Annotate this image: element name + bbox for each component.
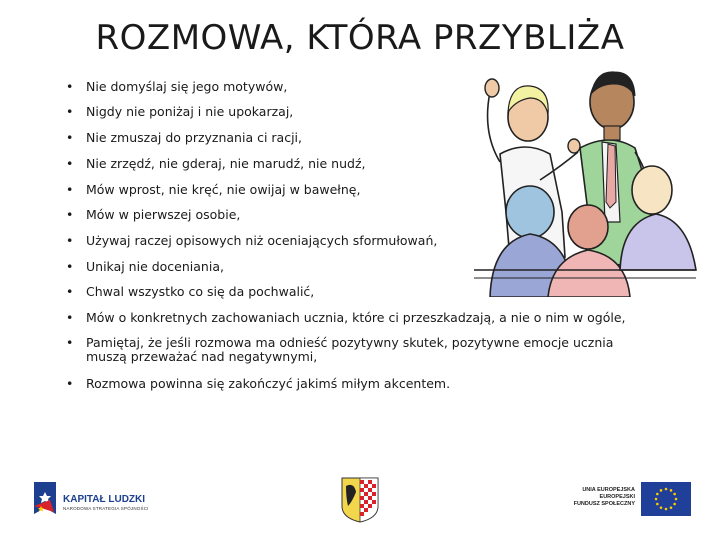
bullet-icon: • bbox=[66, 156, 74, 171]
bullet-text: Chwal wszystko co się da pochwalić, bbox=[86, 284, 315, 299]
kapital-ludzki-subtitle: NARODOWA STRATEGIA SPÓJNOŚCI bbox=[63, 506, 149, 511]
list-item bbox=[66, 80, 287, 94]
bullet-text: Pamiętaj, że jeśli rozmowa ma odnieść pozytywny skutek, pozytywne emocje ucznia muszą przeważać nad negatywnymi, bbox=[86, 335, 614, 364]
list-item bbox=[66, 105, 293, 119]
bullet-text: Nigdy nie poniżaj i nie upokarzaj, bbox=[86, 104, 294, 119]
list-item bbox=[66, 311, 686, 325]
bullet-text: Unikaj nie doceniania, bbox=[86, 259, 224, 274]
bullet-icon: • bbox=[66, 207, 74, 222]
eu-star bbox=[665, 488, 668, 491]
eu-star bbox=[673, 503, 676, 506]
eu-star bbox=[656, 493, 659, 496]
eu-text-line2: EUROPEJSKI bbox=[599, 494, 635, 500]
eu-star bbox=[655, 498, 658, 501]
bullet-text: Rozmowa powinna się zakończyć jakimś miłym akcentem. bbox=[86, 376, 451, 391]
bullet-text: Mów o konkretnych zachowaniach ucznia, które ci przeszkadzają, a nie o nim w ogóle, bbox=[86, 310, 626, 325]
eu-star bbox=[660, 506, 663, 509]
bullet-icon: • bbox=[66, 259, 74, 274]
bullet-icon: • bbox=[66, 182, 74, 197]
list-item bbox=[66, 285, 314, 299]
bullet-text: Mów w pierwszej osobie, bbox=[86, 207, 241, 222]
eu-logo-text bbox=[555, 487, 635, 508]
coat-of-arms-icon bbox=[340, 476, 380, 524]
list-item bbox=[66, 234, 437, 248]
eu-star bbox=[670, 489, 673, 492]
bullet-icon: • bbox=[66, 335, 74, 350]
list-item bbox=[66, 131, 302, 145]
bullet-icon: • bbox=[66, 233, 74, 248]
eu-text-line3: FUNDUSZ SPOŁECZNY bbox=[573, 501, 635, 507]
kapital-ludzki-title: KAPITAŁ LUDZKI bbox=[63, 494, 146, 505]
list-item bbox=[66, 377, 450, 391]
bullet-icon: • bbox=[66, 310, 74, 325]
bullet-text: Nie domyślaj się jego motywów, bbox=[86, 79, 288, 94]
slide-title: ROZMOWA, KTÓRA PRZYBLIŻA bbox=[95, 18, 625, 58]
bullet-text: Nie zmuszaj do przyznania ci racji, bbox=[86, 130, 302, 145]
eu-star bbox=[660, 489, 663, 492]
eu-star bbox=[665, 508, 668, 511]
eu-star bbox=[656, 503, 659, 506]
teacher-students-illustration bbox=[470, 62, 700, 297]
list-item bbox=[66, 183, 360, 197]
bullet-icon: • bbox=[66, 79, 74, 94]
eu-text-line1: UNIA EUROPEJSKA bbox=[582, 487, 635, 493]
bullet-icon: • bbox=[66, 284, 74, 299]
bullet-icon: • bbox=[66, 104, 74, 119]
list-item bbox=[66, 260, 224, 274]
bullet-text: Nie zrzędź, nie gderaj, nie marudź, nie nudź, bbox=[86, 156, 366, 171]
eu-flag-icon bbox=[641, 482, 691, 516]
list-item bbox=[66, 208, 240, 222]
bullet-text: Mów wprost, nie kręć, nie owijaj w bawełnę, bbox=[86, 182, 361, 197]
eu-star bbox=[673, 493, 676, 496]
bullet-icon: • bbox=[66, 130, 74, 145]
list-item bbox=[66, 336, 646, 364]
bullet-text: Używaj raczej opisowych niż oceniających sformułowań, bbox=[86, 233, 438, 248]
bullet-icon: • bbox=[66, 376, 74, 391]
eu-star bbox=[675, 498, 678, 501]
list-item bbox=[66, 157, 366, 171]
eu-star bbox=[670, 506, 673, 509]
